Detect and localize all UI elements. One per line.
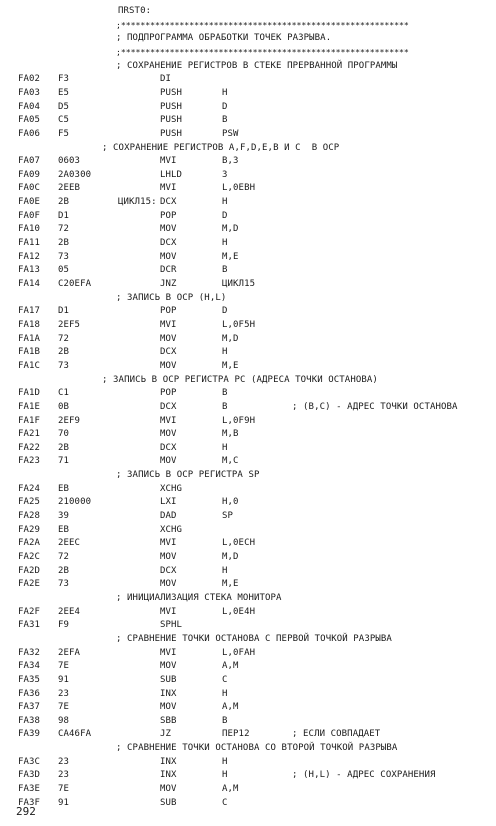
section-comment: ; СРАВНЕНИЕ ТОЧКИ ОСТАНОВА СО ВТОРОЙ ТОЧКОЙ РАЗРЫВА — [116, 743, 398, 754]
operand: D — [222, 306, 228, 317]
mnemonic: MOV — [160, 429, 177, 440]
section-comment: ; ПОДПРОГРАММА ОБРАБОТКИ ТОЧЕК РАЗРЫВА. — [116, 33, 332, 44]
address: FA2D — [18, 565, 41, 576]
separator: ;*********************************************************** — [116, 46, 409, 57]
mnemonic: DCR — [160, 265, 177, 276]
mnemonic: SUB — [160, 674, 177, 685]
mnemonic: PUSH — [160, 115, 183, 126]
mnemonic: MOV — [160, 579, 177, 590]
operand: H — [222, 347, 228, 358]
operand: ПЕР12 — [222, 729, 250, 740]
operand: H — [222, 442, 228, 453]
address: FA37 — [18, 702, 41, 713]
machine-code: C1 — [58, 388, 70, 399]
page-number: 292 — [16, 805, 36, 818]
mnemonic: MVI — [160, 415, 177, 426]
address: FA2A — [18, 538, 41, 549]
operand: M,D — [222, 333, 239, 344]
operand: A,M — [222, 661, 239, 672]
operand: M,E — [222, 360, 239, 371]
operand: L,0FAH — [222, 647, 256, 658]
machine-code: 0B — [58, 401, 70, 412]
machine-code: 2B — [58, 238, 70, 249]
operand: H — [222, 770, 228, 781]
machine-code: 91 — [58, 797, 70, 808]
machine-code: 98 — [58, 715, 70, 726]
address: FA1B — [18, 347, 41, 358]
address: FA34 — [18, 661, 41, 672]
operand: B — [222, 388, 228, 399]
machine-code: 72 — [58, 333, 70, 344]
mnemonic: DCX — [160, 442, 177, 453]
operand: ЦИКЛ15 — [222, 279, 256, 289]
address: FA2F — [18, 606, 41, 617]
address: FA23 — [18, 456, 41, 467]
address: FA36 — [18, 688, 41, 699]
address: FA3F — [18, 797, 41, 808]
operand: C — [222, 797, 228, 808]
machine-code: 2EF5 — [58, 319, 81, 330]
mnemonic: INX — [160, 756, 177, 767]
mnemonic: XCHG — [160, 483, 183, 494]
address: FA11 — [18, 238, 41, 249]
machine-code: 72 — [58, 552, 70, 562]
address: FA1E — [18, 401, 41, 412]
mnemonic: DI — [160, 74, 172, 85]
mnemonic: SUB — [160, 797, 177, 808]
machine-code: F3 — [58, 74, 70, 85]
address: FA39 — [18, 729, 41, 740]
operand: PSW — [222, 128, 239, 139]
operand: M,C — [222, 456, 239, 467]
operand: D — [222, 101, 228, 112]
mnemonic: MOV — [160, 784, 177, 795]
machine-code: 23 — [58, 688, 70, 699]
mnemonic: MVI — [160, 606, 177, 617]
routine-label: ПRST0: — [118, 6, 152, 16]
address: FA03 — [18, 87, 41, 98]
machine-code: D1 — [58, 210, 70, 221]
code-label: ЦИКЛ15: — [118, 197, 157, 208]
machine-code: 05 — [58, 265, 70, 276]
address: FA18 — [18, 319, 41, 330]
mnemonic: LHLD — [160, 169, 183, 180]
operand: B — [222, 401, 228, 412]
machine-code: 2B — [58, 197, 70, 208]
operand: B — [222, 715, 228, 726]
machine-code: EB — [58, 524, 70, 535]
mnemonic: SPHL — [160, 620, 183, 631]
address: FA32 — [18, 647, 41, 658]
section-comment: ; СОХРАНЕНИЕ РЕГИСТРОВ В СТЕКЕ ПРЕРВАННОЙ ПРОГРАММЫ — [116, 60, 398, 71]
section-comment: ; СРАВНЕНИЕ ТОЧКИ ОСТАНОВА С ПЕРВОЙ ТОЧКОЙ РАЗРЫВА — [116, 633, 392, 644]
operand: B,3 — [222, 156, 239, 167]
mnemonic: JNZ — [160, 279, 177, 289]
mnemonic: DCX — [160, 197, 177, 208]
mnemonic: MOV — [160, 552, 177, 562]
section-comment: ; ЗАПИСЬ В ОСР (H,L) — [116, 292, 227, 303]
mnemonic: PUSH — [160, 128, 183, 139]
machine-code: 39 — [58, 511, 70, 522]
mnemonic: MOV — [160, 456, 177, 467]
mnemonic: INX — [160, 770, 177, 781]
mnemonic: MVI — [160, 156, 177, 167]
address: FA04 — [18, 101, 41, 112]
address: FA1F — [18, 415, 41, 426]
address: FA12 — [18, 251, 41, 262]
mnemonic: PUSH — [160, 87, 183, 98]
operand: L,0ECH — [222, 538, 256, 549]
mnemonic: POP — [160, 306, 177, 317]
address: FA14 — [18, 279, 41, 289]
mnemonic: POP — [160, 388, 177, 399]
machine-code: 2B — [58, 565, 70, 576]
machine-code: 2EEC — [58, 538, 81, 549]
operand: A,M — [222, 784, 239, 795]
address: FA2E — [18, 579, 41, 590]
address: FA1C — [18, 360, 41, 371]
mnemonic: MVI — [160, 538, 177, 549]
address: FA09 — [18, 169, 41, 180]
machine-code: C5 — [58, 115, 70, 126]
operand: M,E — [222, 579, 239, 590]
mnemonic: DCX — [160, 238, 177, 249]
mnemonic: JZ — [160, 729, 172, 740]
address: FA38 — [18, 715, 41, 726]
operand: B — [222, 265, 228, 276]
inline-comment: ; (H,L) - АДРЕС СОХРАНЕНИЯ — [292, 770, 436, 781]
section-comment: ; ИНИЦИАЛИЗАЦИЯ СТЕКА МОНИТОРА — [116, 592, 282, 603]
address: FA10 — [18, 224, 41, 235]
address: FA13 — [18, 265, 41, 276]
address: FA02 — [18, 74, 41, 85]
operand: H — [222, 688, 228, 699]
operand: H — [222, 238, 228, 249]
mnemonic: MOV — [160, 360, 177, 371]
mnemonic: POP — [160, 210, 177, 221]
address: FA05 — [18, 115, 41, 126]
inline-comment: ; (B,C) - АДРЕС ТОЧКИ ОСТАНОВА — [292, 401, 458, 412]
mnemonic: MVI — [160, 647, 177, 658]
address: FA31 — [18, 620, 41, 631]
address: FA24 — [18, 483, 41, 494]
operand: H — [222, 87, 228, 98]
address: FA0F — [18, 210, 41, 221]
address: FA2C — [18, 552, 41, 562]
address: FA35 — [18, 674, 41, 685]
operand: L,0EBH — [222, 183, 256, 194]
machine-code: 2EE4 — [58, 606, 81, 617]
mnemonic: MVI — [160, 319, 177, 330]
operand: 3 — [222, 169, 228, 180]
machine-code: 23 — [58, 756, 70, 767]
address: FA29 — [18, 524, 41, 535]
mnemonic: PUSH — [160, 101, 183, 112]
operand: L,0F5H — [222, 319, 256, 330]
machine-code: 73 — [58, 251, 70, 262]
machine-code: 23 — [58, 770, 70, 781]
machine-code: D1 — [58, 306, 70, 317]
mnemonic: DAD — [160, 511, 177, 522]
machine-code: 2A0300 — [58, 169, 92, 180]
operand: A,M — [222, 702, 239, 713]
machine-code: F5 — [58, 128, 70, 139]
operand: L,0F9H — [222, 415, 256, 426]
machine-code: 70 — [58, 429, 70, 440]
mnemonic: DCX — [160, 565, 177, 576]
machine-code: D5 — [58, 101, 70, 112]
section-comment: ; ЗАПИСЬ В ОСР РЕГИСТРА SP — [116, 470, 260, 481]
separator: ;*********************************************************** — [116, 19, 409, 30]
mnemonic: MOV — [160, 224, 177, 235]
mnemonic: XCHG — [160, 524, 183, 535]
mnemonic: MOV — [160, 251, 177, 262]
machine-code: 210000 — [58, 497, 92, 508]
mnemonic: MOV — [160, 333, 177, 344]
operand: H,0 — [222, 497, 239, 508]
section-comment: ; ЗАПИСЬ В ОСР РЕГИСТРА PC (АДРЕСА ТОЧКИ ОСТАНОВА) — [102, 374, 378, 385]
machine-code: 7E — [58, 702, 70, 713]
operand: D — [222, 210, 228, 221]
address: FA0E — [18, 197, 41, 208]
operand: B — [222, 115, 228, 126]
operand: C — [222, 674, 228, 685]
machine-code: 2EEB — [58, 183, 81, 194]
operand: L,0E4H — [222, 606, 256, 617]
address: FA28 — [18, 511, 41, 522]
machine-code: 0603 — [58, 156, 81, 167]
address: FA0C — [18, 183, 41, 194]
operand: SP — [222, 511, 234, 522]
address: FA3D — [18, 770, 41, 781]
address: FA1A — [18, 333, 41, 344]
machine-code: 72 — [58, 224, 70, 235]
machine-code: 73 — [58, 579, 70, 590]
machine-code: 2B — [58, 347, 70, 358]
machine-code: F9 — [58, 620, 70, 631]
operand: M,D — [222, 224, 239, 235]
address: FA25 — [18, 497, 41, 508]
operand: M,D — [222, 552, 239, 562]
address: FA21 — [18, 429, 41, 440]
operand: M,B — [222, 429, 239, 440]
operand: H — [222, 197, 228, 208]
mnemonic: MVI — [160, 183, 177, 194]
machine-code: 7E — [58, 784, 70, 795]
mnemonic: MOV — [160, 661, 177, 672]
address: FA1D — [18, 388, 41, 399]
operand: H — [222, 565, 228, 576]
address: FA3C — [18, 756, 41, 767]
address: FA06 — [18, 128, 41, 139]
mnemonic: MOV — [160, 702, 177, 713]
mnemonic: SBB — [160, 715, 177, 726]
operand: H — [222, 756, 228, 767]
machine-code: 7E — [58, 661, 70, 672]
address: FA07 — [18, 156, 41, 167]
machine-code: 2B — [58, 442, 70, 453]
machine-code: 2EF9 — [58, 415, 81, 426]
mnemonic: DCX — [160, 401, 177, 412]
machine-code: C20EFA — [58, 279, 92, 289]
machine-code: 2EFA — [58, 647, 81, 658]
machine-code: E5 — [58, 87, 70, 98]
machine-code: 73 — [58, 360, 70, 371]
section-comment: ; СОХРАНЕНИЕ РЕГИСТРОВ A,F,D,E,B И C В ОСР — [102, 142, 340, 153]
address: FA22 — [18, 442, 41, 453]
operand: M,E — [222, 251, 239, 262]
machine-code: CA46FA — [58, 729, 92, 740]
mnemonic: LXI — [160, 497, 177, 508]
inline-comment: ; ЕСЛИ СОВПАДАЕТ — [292, 729, 381, 740]
machine-code: 91 — [58, 674, 70, 685]
mnemonic: DCX — [160, 347, 177, 358]
machine-code: 71 — [58, 456, 70, 467]
mnemonic: INX — [160, 688, 177, 699]
machine-code: EB — [58, 483, 70, 494]
address: FA3E — [18, 784, 41, 795]
address: FA17 — [18, 306, 41, 317]
